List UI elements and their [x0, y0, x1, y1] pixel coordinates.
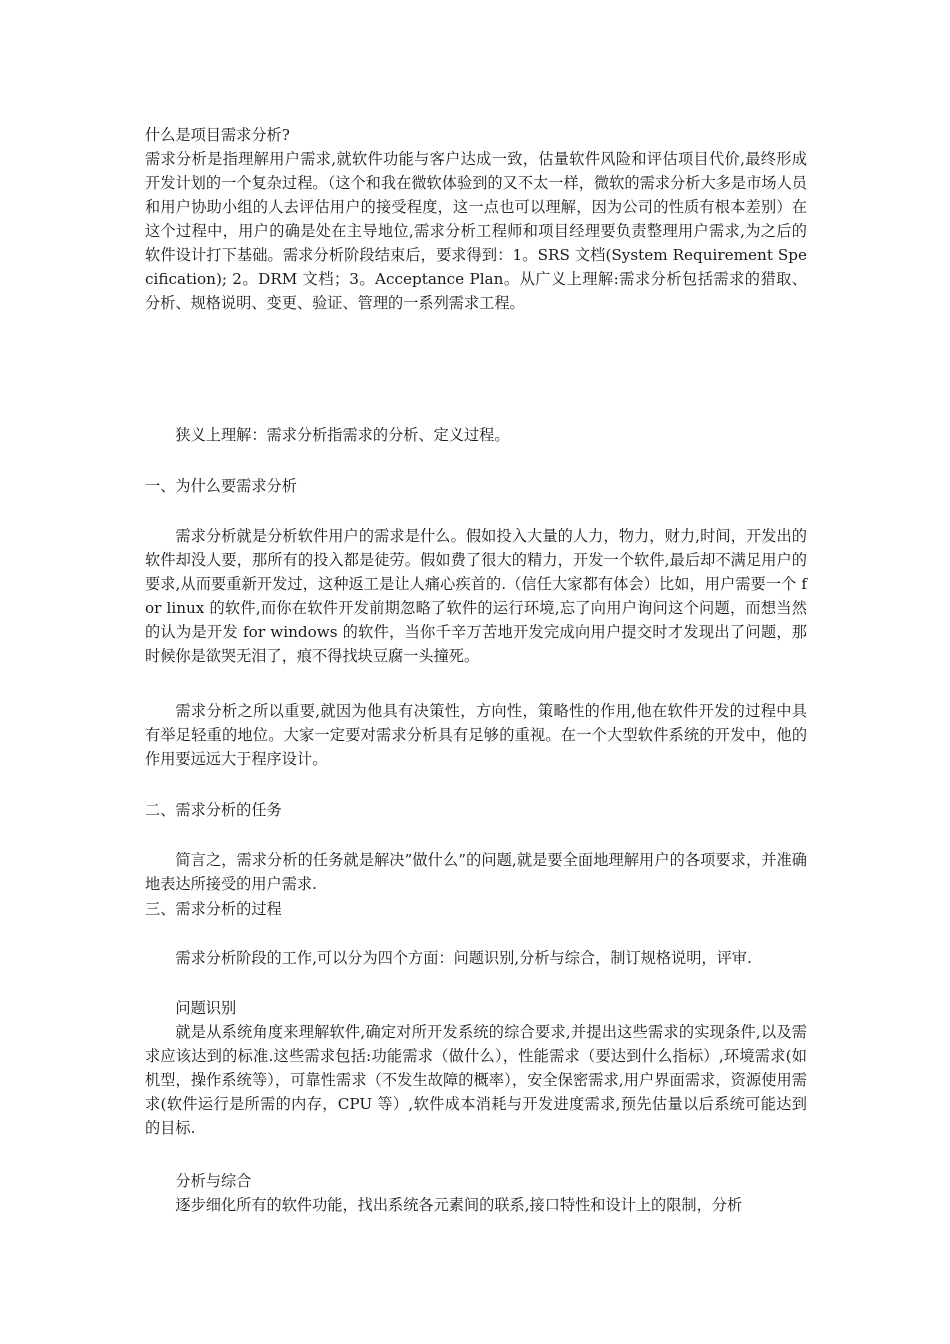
- analysis-synthesis-heading: 分析与综合: [175, 1172, 252, 1190]
- section1-paragraph-2: 需求分析之所以重要,就因为他具有决策性，方向性，策略性的作用,他在软件开发的过程中具有举足轻重的地位。大家一定要对需求分析具有足够的重视。在一个大型软件系统的开发中，他的作用要远远大于程序设计。: [145, 702, 807, 768]
- problem-identification-body: 就是从系统角度来理解软件,确定对所开发系统的综合要求,并提出这些需求的实现条件,以及需求应该达到的标准.这些需求包括:功能需求（做什么），性能需求（要达到什么指标）,环境需求(如机型，操作系统等），可靠性需求（不发生故障的概率），安全保密需求,用户界面需求，资源使用需求(软件运行是所需的内存，CPU 等）,软件成本消耗与开发进度需求,预先估量以后系统可能达到的目标.: [145, 1023, 807, 1137]
- section1-heading: 一、为什么要需求分析: [145, 477, 297, 495]
- section3-heading: 三、需求分析的过程: [145, 900, 282, 918]
- narrow-definition: 狭义上理解：需求分析指需求的分析、定义过程。: [175, 426, 510, 444]
- problem-identification-heading: 问题识别: [175, 999, 237, 1017]
- section2-heading: 二、需求分析的任务: [145, 801, 282, 819]
- section1-paragraph-1: 需求分析就是分析软件用户的需求是什么。假如投入大量的人力，物力，财力,时间，开发出的软件却没人要，那所有的投入都是徒劳。假如费了很大的精力，开发一个软件,最后却不满足用户的要求,从而要重新开发过，这种返工是让人痛心疾首的.（信任大家都有体会）比如，用户需要一个 for linux 的软件,而你在软件开发前期忽略了软件的运行环境,忘了向用户询问这个问题，而想当然的认为是开发 for windows 的软件，当你千辛万苦地开发完成向用户提交时才发现出了问题，那时候你是欲哭无泪了，痕不得找块豆腐一头撞死。: [145, 527, 807, 665]
- intro-title: 什么是项目需求分析?: [145, 126, 290, 144]
- section3-paragraph-1: 需求分析阶段的工作,可以分为四个方面：问题识别,分析与综合，制订规格说明，评审.: [175, 949, 752, 967]
- section2-paragraph-1: 简言之，需求分析的任务就是解决”做什么”的问题,就是要全面地理解用户的各项要求，并准确地表达所接受的用户需求.: [145, 851, 807, 893]
- intro-body: 需求分析是指理解用户需求,就软件功能与客户达成一致，估量软件风险和评估项目代价,最终形成开发计划的一个复杂过程。（这个和我在微软体验到的又不太一样，微软的需求分析大多是市场人员和用户协助小组的人去评估用户的接受程度，这一点也可以理解，因为公司的性质有根本差别）在这个过程中，用户的确是处在主导地位,需求分析工程师和项目经理要负责整理用户需求,为之后的软件设计打下基础。需求分析阶段结束后，要求得到：1。SRS 文档(System Requirement Specification); 2。DRM 文档；3。Acceptance Plan。从广义上理解:需求分析包括需求的猎取、分析、规格说明、变更、验证、管理的一系列需求工程。: [145, 150, 807, 312]
- analysis-synthesis-body: 逐步细化所有的软件功能，找出系统各元素间的联系,接口特性和设计上的限制，分析: [175, 1196, 743, 1214]
